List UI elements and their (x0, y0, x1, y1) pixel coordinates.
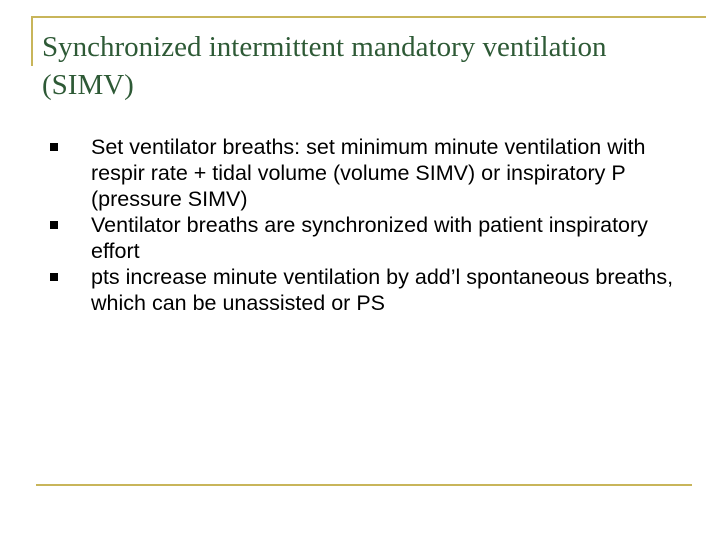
square-bullet-icon (50, 143, 58, 151)
square-bullet-icon (50, 221, 58, 229)
slide-title: Synchronized intermittent mandatory ventilation (SIMV) (42, 31, 607, 101)
frame-bottom-rule (36, 484, 692, 486)
bullet-item (50, 212, 690, 264)
bullet-item (50, 264, 690, 316)
bullet-item (50, 134, 690, 212)
bullet-list (50, 134, 690, 316)
bullet-text: pts increase minute ventilation by add’l spontaneous breaths, which can be unassisted or PS (91, 265, 674, 315)
bullet-text: Set ventilator breaths: set minimum minute ventilation with respir rate + tidal volume (volume SIMV) or inspiratory P (pressure SIMV) (91, 135, 646, 211)
frame-top-rule (31, 16, 706, 18)
frame-left-rule (31, 16, 33, 66)
square-bullet-icon (50, 273, 58, 281)
bullet-text: Ventilator breaths are synchronized with patient inspiratory effort (91, 213, 648, 263)
